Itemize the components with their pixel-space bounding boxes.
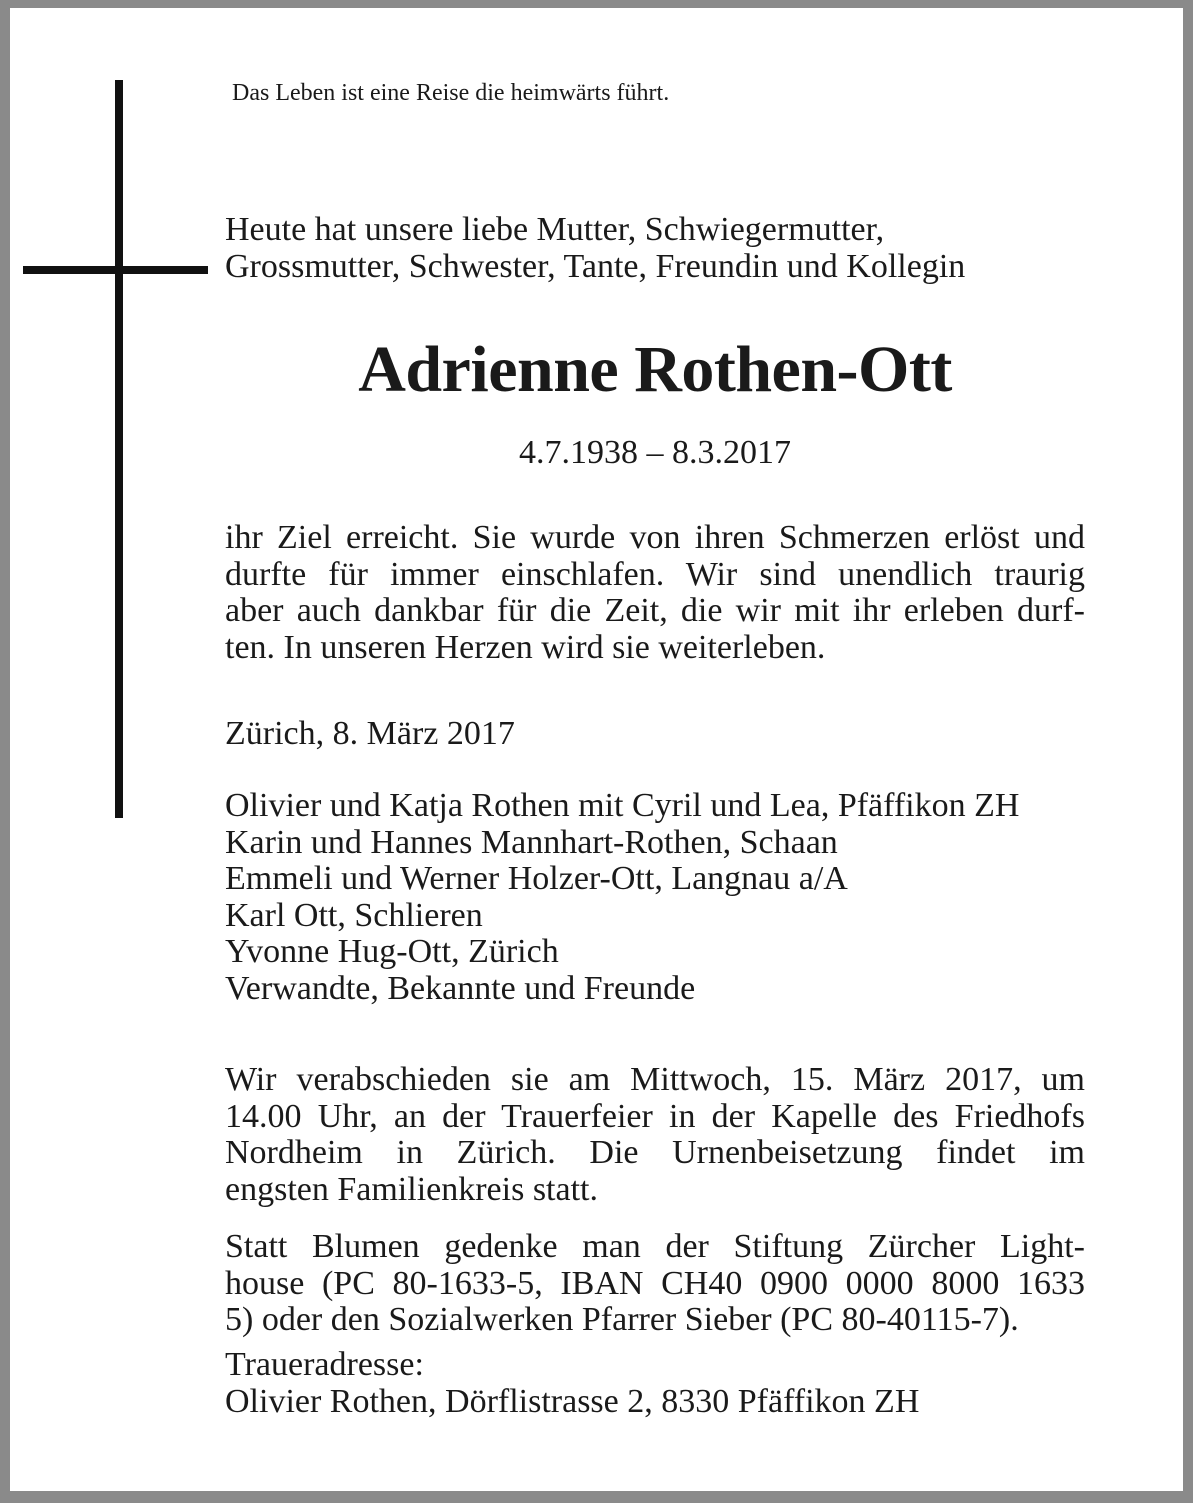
message-line: ihr Ziel erreicht. Sie wurde von ihren Schmerzen erlöst und xyxy=(225,519,1085,556)
mourning-address xyxy=(225,1347,1085,1420)
ceremony-line: 14.00 Uhr, an der Trauerfeier in der Kapelle des Friedhofs xyxy=(225,1097,1085,1135)
donation-line: 5) oder den Sozialwerken Pfarrer Sieber (PC 80-40115-7). xyxy=(225,1301,1019,1338)
motto: Das Leben ist eine Reise die heimwärts führt. xyxy=(232,80,670,106)
mourner-line: Yvonne Hug-Ott, Zürich xyxy=(225,933,559,970)
ceremony-line: engsten Familienkreis statt. xyxy=(225,1170,598,1208)
deceased-name: Adrienne Rothen-Ott xyxy=(358,333,952,406)
message-line: durfte für immer einschlafen. Wir sind unendlich traurig xyxy=(225,555,1085,593)
message-text xyxy=(225,520,1085,666)
ceremony-line: Nordheim in Zürich. Die Urnenbeisetzung findet im xyxy=(225,1134,1085,1171)
donation-line: Statt Blumen gedenke man der Stiftung Zürcher Light- xyxy=(225,1228,1085,1265)
mourners-list xyxy=(225,788,1085,1007)
obituary-page xyxy=(10,8,1183,1491)
intro-line: Heute hat unsere liebe Mutter, Schwiegermutter, xyxy=(225,211,885,248)
address-label: Traueradresse: xyxy=(225,1346,424,1383)
message-line: ten. In unseren Herzen wird sie weiterleben. xyxy=(225,628,826,666)
mourner-line: Emmeli und Werner Holzer-Ott, Langnau a/A xyxy=(225,860,848,897)
cross-horizontal-bar xyxy=(23,266,208,274)
ceremony-line: Wir verabschieden sie am Mittwoch, 15. März 2017, um xyxy=(225,1061,1085,1098)
mourner-line: Karl Ott, Schlieren xyxy=(225,896,483,934)
place-date: Zürich, 8. März 2017 xyxy=(225,715,515,752)
mourner-line: Olivier und Katja Rothen mit Cyril und Lea, Pfäffikon ZH xyxy=(225,787,1020,824)
mourner-line: Karin und Hannes Mannhart-Rothen, Schaan xyxy=(225,823,838,861)
mourner-line: Verwandte, Bekannte und Freunde xyxy=(225,969,696,1007)
address-value: Olivier Rothen, Dörflistrasse 2, 8330 Pfäffikon ZH xyxy=(225,1382,920,1420)
life-dates: 4.7.1938 – 8.3.2017 xyxy=(519,434,791,471)
intro-text xyxy=(225,212,1085,285)
ceremony-text xyxy=(225,1062,1085,1208)
intro-line: Grossmutter, Schwester, Tante, Freundin und Kollegin xyxy=(225,247,966,285)
cross-vertical-bar xyxy=(115,80,123,818)
donation-text xyxy=(225,1229,1085,1339)
message-line: aber auch dankbar für die Zeit, die wir mit ihr erleben durf- xyxy=(225,592,1085,629)
donation-line: house (PC 80-1633-5, IBAN CH40 0900 0000 8000 1633 xyxy=(225,1264,1085,1302)
